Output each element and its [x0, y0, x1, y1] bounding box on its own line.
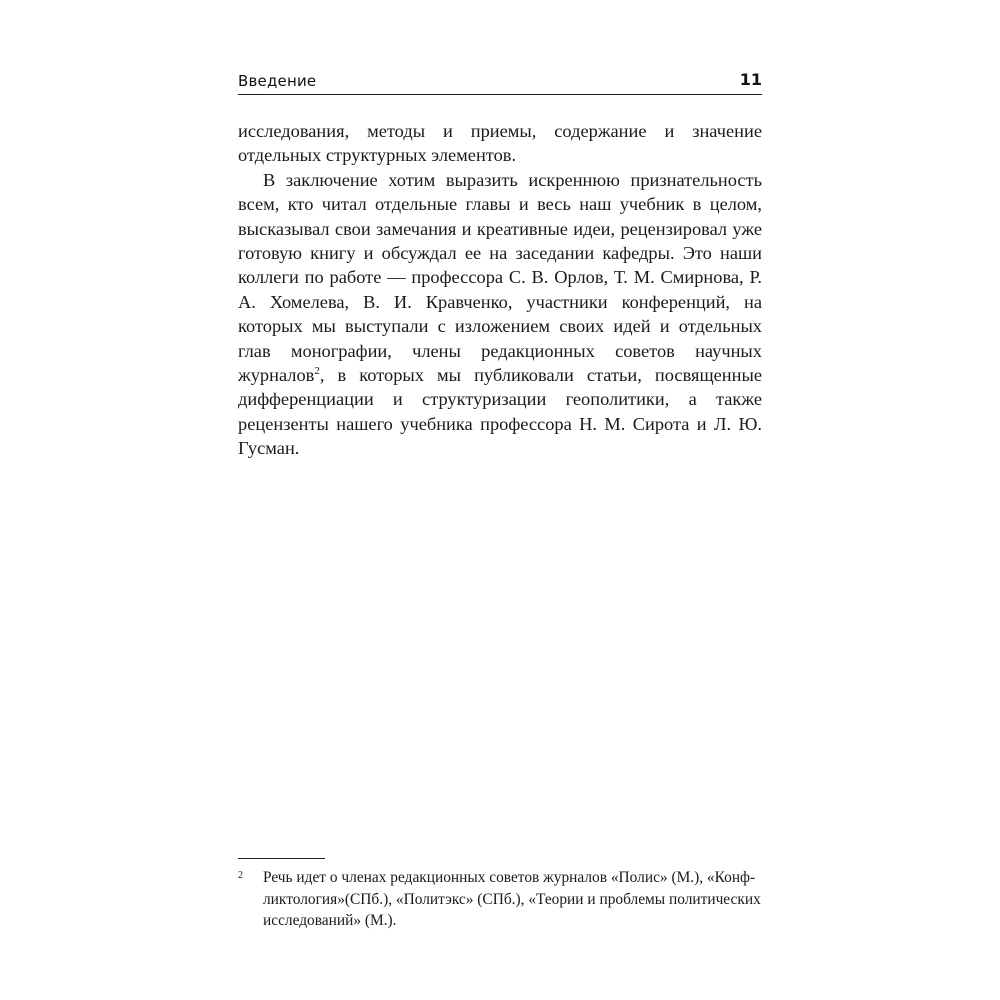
footnote-reference: 2 [314, 364, 320, 377]
running-head [238, 70, 762, 95]
footnote-text [263, 867, 762, 932]
footnote-line: ликтология»(СПб.), «Политэкс» (СПб.), «Теории и проблемы политических [263, 890, 761, 908]
main-text [238, 119, 762, 461]
paragraph [238, 168, 762, 461]
footnote-separator [238, 858, 325, 859]
section-title: Введение [238, 72, 317, 90]
paragraph-text: , в которых мы публиковали статьи, посвященные дифференциации и структуризации геополитики, а также рецензенты нашего учебника профессора Н. М. Сирота и Л. Ю. Гусман. [238, 365, 762, 459]
footnote-marker: 2 [238, 870, 243, 881]
footnote-line: исследований» (М.). [263, 912, 397, 929]
footnote [238, 867, 762, 932]
footnote-line: Речь идет о членах редакционных советов журналов «Полис» (М.), «Конф- [263, 869, 756, 886]
paragraph-text: В заключение хотим выразить искреннюю признательность всем, кто читал отдельные главы и весь наш учебник в целом, высказывал свои замечания и креативные идеи, рецензировал уже готовую книгу и обсуждал ее на заседании кафедры. Это наши коллеги по работе — профессора С. В. Орлов, Т. М. Смирнова, Р. А. Хомелева, В. И. Кравченко, участники конференций, на которых мы выступали с изложением своих идей и отдельных глав монографии, члены редакционных советов научных журналов [238, 169, 762, 386]
paragraph: исследования, методы и приемы, содержание и значение отдельных структурных элементов. [238, 121, 762, 166]
page-number: 11 [739, 70, 762, 89]
